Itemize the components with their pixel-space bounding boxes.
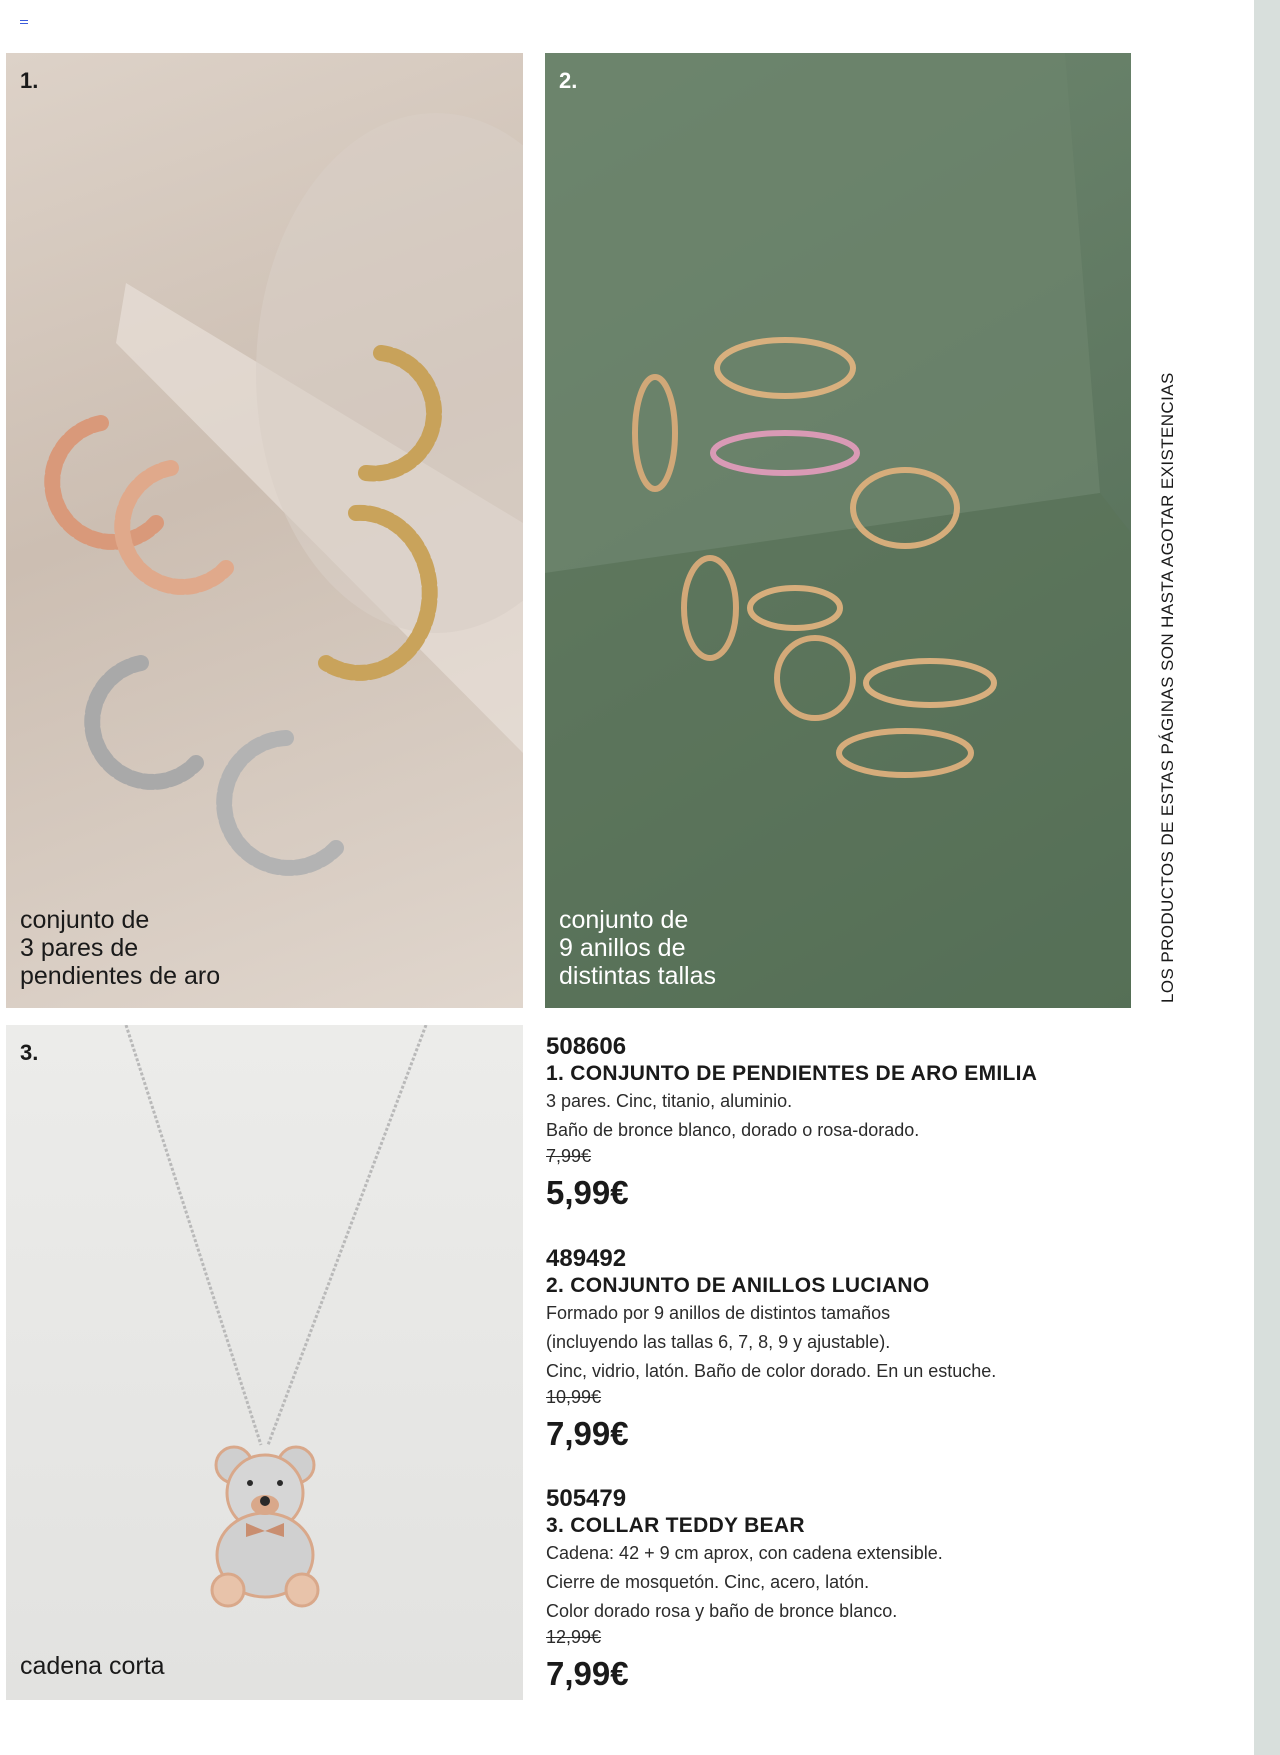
old-price: 10,99€: [546, 1387, 602, 1407]
necklace-photo: [6, 1025, 523, 1700]
product-sku: 489492: [546, 1245, 627, 1272]
photo-caption: cadena corta: [20, 1652, 165, 1680]
side-strip: [1254, 0, 1280, 1755]
price: 7,99€: [546, 1655, 629, 1692]
teddy-bear-pendant: [212, 1447, 318, 1606]
earrings-illustration: [6, 53, 523, 1008]
photo-caption: conjunto de 3 pares de pendientes de aro: [20, 906, 221, 990]
product-description: Formado por 9 anillos de distintos tamaños (incluyendo las tallas 6, 7, 8, 9 y ajustable). Cinc, vidrio, latón. Baño de color dorado. En un estuche.: [546, 1303, 997, 1381]
stock-disclaimer: LOS PRODUCTOS DE ESTAS PÁGINAS SON HASTA AGOTAR EXISTENCIAS: [1158, 372, 1177, 1003]
old-price: 12,99€: [546, 1627, 602, 1647]
rings-illustration: [545, 53, 1131, 1008]
product-name: 2. CONJUNTO DE ANILLOS LUCIANO: [546, 1274, 930, 1297]
rings-photo: [545, 53, 1131, 1008]
product-description: Cadena: 42 + 9 cm aprox, con cadena extensible. Cierre de mosquetón. Cinc, acero, latón. Color dorado rosa y baño de bronce blanco.: [546, 1543, 943, 1621]
product-name: 3. COLLAR TEDDY BEAR: [546, 1514, 805, 1537]
photo-number: 1.: [20, 68, 39, 93]
menu-icon[interactable]: [20, 20, 28, 26]
product-sku: 508606: [546, 1033, 627, 1060]
photo-caption: conjunto de 9 anillos de distintas tallas: [559, 906, 717, 990]
earrings-photo: [6, 53, 523, 1008]
photo-number: 3.: [20, 1040, 39, 1065]
price: 7,99€: [546, 1415, 629, 1452]
photo-number: 2.: [559, 68, 578, 93]
product-earrings: [546, 1033, 1116, 1215]
product-description: 3 pares. Cinc, titanio, aluminio. Baño de bronce blanco, dorado o rosa-dorado.: [546, 1091, 920, 1140]
product-rings: [546, 1245, 1116, 1456]
necklace-illustration: [6, 1025, 523, 1700]
product-name: 1. CONJUNTO DE PENDIENTES DE ARO EMILIA: [546, 1062, 1038, 1085]
old-price: 7,99€: [546, 1146, 592, 1166]
product-sku: 505479: [546, 1485, 627, 1512]
product-necklace: [546, 1485, 1116, 1696]
price: 5,99€: [546, 1174, 629, 1211]
